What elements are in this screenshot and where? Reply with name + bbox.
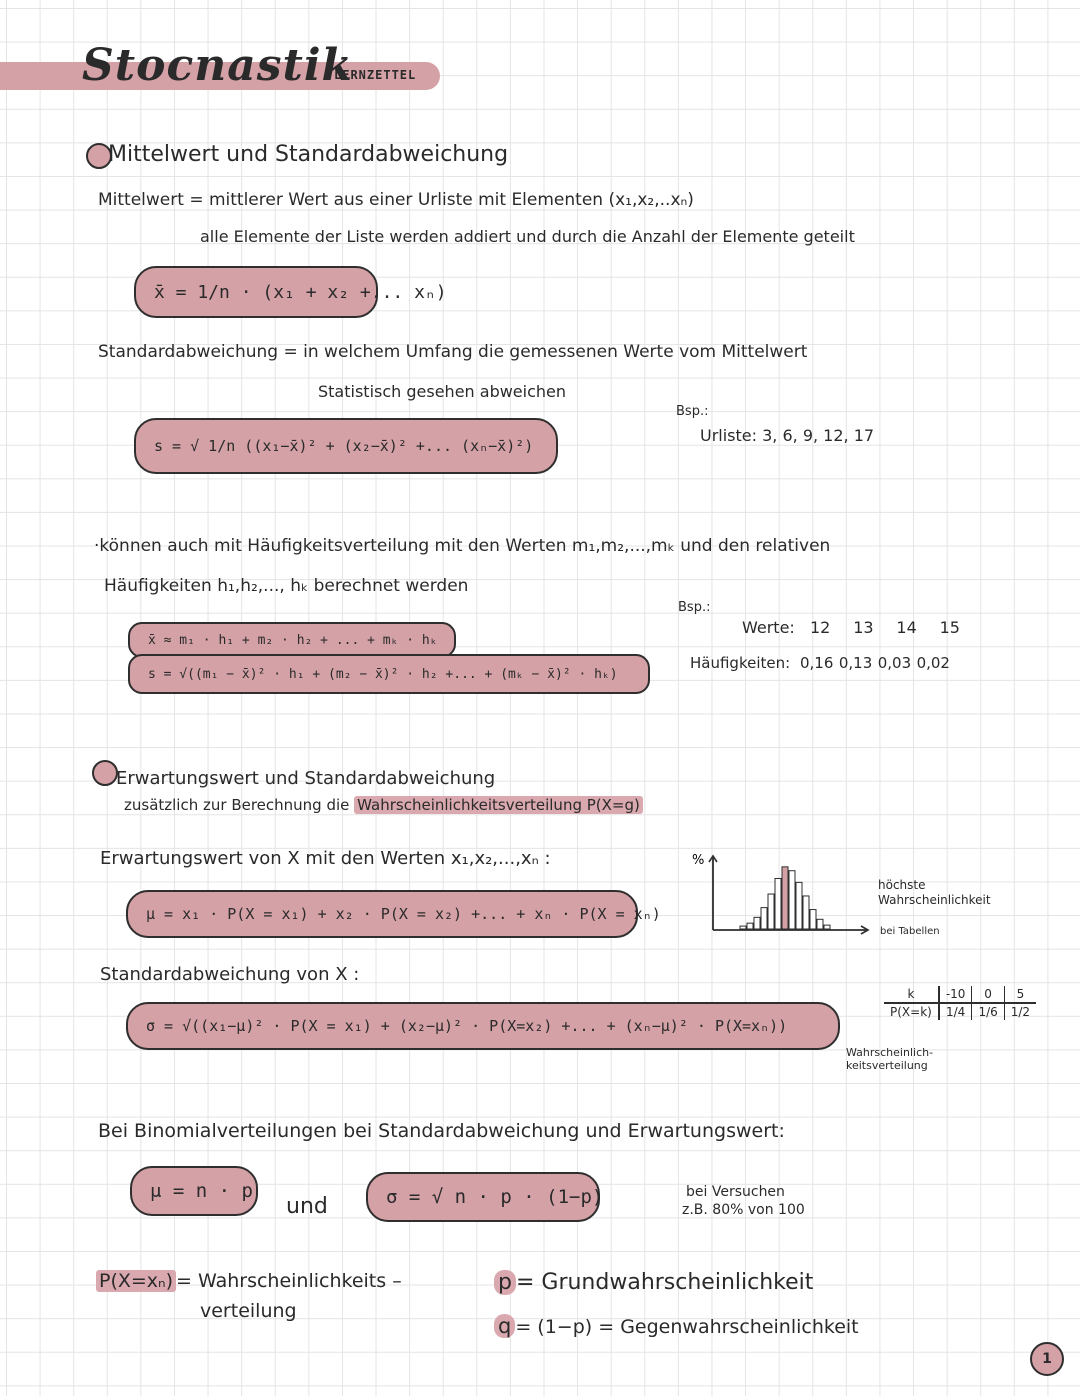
trials-note-1: bei Versuchen <box>686 1184 785 1200</box>
formula-std: s = √ 1/n ((x₁−x̄)² + (x₂−x̄)² +... (xₙ−x̄)²) <box>134 418 558 474</box>
chart-bar <box>740 926 746 929</box>
chart-bar <box>817 919 823 929</box>
haeufigkeit-value: 0,13 <box>838 654 873 672</box>
formula-binom-sigma: σ = √ n · p · (1−p) <box>366 1172 600 1222</box>
subheading-text: zusätzlich zur Berechnung die <box>124 796 350 814</box>
example1-label: Bsp.: <box>676 404 709 419</box>
frequency-line-1: ·können auch mit Häufigkeitsverteilung mit den Werten m₁,m₂,...,mₖ und den relativen <box>94 536 831 556</box>
frequency-line-2: Häufigkeiten h₁,h₂,..., hₖ berechnet werden <box>104 576 469 596</box>
p-letter: p <box>494 1270 516 1295</box>
chart-bar <box>782 867 788 929</box>
pxn-definition-cont: verteilung <box>200 1300 297 1322</box>
example2-label: Bsp.: <box>678 600 711 615</box>
formula-freq-mean: x̄ ≈ m₁ · h₁ + m₂ · h₂ + ... + mₖ · hₖ <box>128 622 456 658</box>
mittelwert-definition: Mittelwert = mittlerer Wert aus einer Urliste mit Elementen (x₁,x₂,..xₙ) <box>98 190 694 210</box>
chart-bar <box>810 910 816 929</box>
section2-subheading <box>124 796 643 814</box>
std-definition: Standardabweichung = in welchem Umfang die gemessenen Werte vom Mittelwert <box>98 342 808 362</box>
werte-value: 14 <box>896 618 917 637</box>
erwartungswert-definition: Erwartungswert von X mit den Werten x₁,x₂,...,xₙ : <box>100 848 551 869</box>
example1-text: Urliste: 3, 6, 9, 12, 17 <box>700 426 875 445</box>
subheading-highlight: Wahrscheinlichkeitsverteilung P(X=g) <box>354 796 643 814</box>
werte-value: 15 <box>939 618 960 637</box>
haeufigkeit-value: 0,03 <box>877 654 912 672</box>
formula-mu: μ = x₁ · P(X = x₁) + x₂ · P(X = x₂) +... + xₙ · P(X = xₙ) <box>126 890 638 938</box>
table-cell: 1/4 <box>945 1005 966 1019</box>
example2-haeufigkeiten <box>800 654 950 672</box>
chart-bar <box>803 896 809 929</box>
chart-axis-label: % <box>692 853 705 868</box>
and-word: und <box>286 1194 328 1219</box>
chart-note-tables: bei Tabellen <box>880 926 940 937</box>
chart-bar <box>789 871 795 929</box>
table-cell: 5 <box>1004 986 1036 1003</box>
distribution-chart <box>680 848 870 938</box>
pxn-line <box>96 1270 402 1292</box>
section1-heading: Mittelwert und Standardabweichung <box>108 142 509 167</box>
table-row1-label: k <box>884 986 939 1003</box>
formula-mean: x̄ = 1/n · (x₁ + x₂ +... xₙ) <box>134 266 378 318</box>
chart-bar <box>796 882 802 929</box>
formula-sigma: σ = √((x₁−μ)² · P(X = x₁) + (x₂−μ)² · P(X=x₂) +... + (xₙ−μ)² · P(X=xₙ)) <box>126 1002 840 1050</box>
haeufigkeit-value: 0,02 <box>916 654 950 672</box>
probability-table <box>884 986 1036 1020</box>
mittelwert-description: alle Elemente der Liste werden addiert und durch die Anzahl der Elemente geteilt <box>200 227 855 246</box>
chart-bar <box>754 917 760 929</box>
page-title: Stocnastik <box>82 40 354 91</box>
formula-freq-std: s = √((m₁ − x̄)² · h₁ + (m₂ − x̄)² · h₂ +... + (mₖ − x̄)² · hₖ) <box>128 654 650 694</box>
example2-werte-label: Werte: <box>742 618 795 637</box>
header-tag: LERNZETTEL <box>334 68 417 82</box>
formula-binom-mu: μ = n · p <box>130 1166 258 1216</box>
trials-note-2: z.B. 80% von 100 <box>682 1202 805 1218</box>
table-caption: Wahrscheinlich-keitsverteilung <box>846 1046 934 1072</box>
chart-bar <box>775 878 781 929</box>
page-number: 1 <box>1042 1351 1052 1367</box>
table-cell: 1/6 <box>972 1003 1004 1020</box>
chart-bar <box>747 923 753 929</box>
q-definition: = (1−p) = Gegenwahrscheinlichkeit <box>515 1316 859 1338</box>
example2-haeufigkeiten-label: Häufigkeiten: <box>690 654 791 672</box>
werte-value: 13 <box>853 618 874 637</box>
section2-number-icon <box>92 760 118 786</box>
table-cell: -10 <box>939 986 972 1003</box>
q-letter: q <box>494 1314 515 1338</box>
chart-bar <box>768 894 774 929</box>
pxn-label: P(X=xₙ) <box>96 1270 176 1292</box>
example2-werte <box>810 618 960 637</box>
binomial-intro: Bei Binomialverteilungen bei Standardabweichung und Erwartungswert: <box>98 1120 785 1142</box>
chart-bar <box>761 908 767 929</box>
pxn-definition: = Wahrscheinlichkeits – <box>176 1270 402 1292</box>
table-cell: 1/2 <box>1004 1003 1036 1020</box>
chart-bars <box>740 867 830 929</box>
p-definition: = Grundwahrscheinlichkeit <box>515 1270 814 1295</box>
section2-heading: Erwartungswert und Standardabweichung <box>116 768 496 789</box>
std-description: Statistisch gesehen abweichen <box>318 382 567 401</box>
chart-note-highest: höchste Wahrscheinlichkeit <box>878 878 991 907</box>
p-line <box>494 1270 813 1295</box>
q-line <box>494 1314 859 1338</box>
werte-value: 12 <box>810 618 831 637</box>
table-row2-label: P(X=k) <box>884 1003 939 1020</box>
haeufigkeit-value: 0,16 <box>800 654 834 672</box>
table-cell: 0 <box>972 986 1004 1003</box>
std-x-label: Standardabweichung von X : <box>100 964 360 985</box>
chart-bar <box>824 925 830 929</box>
page-number-badge <box>1030 1342 1064 1376</box>
